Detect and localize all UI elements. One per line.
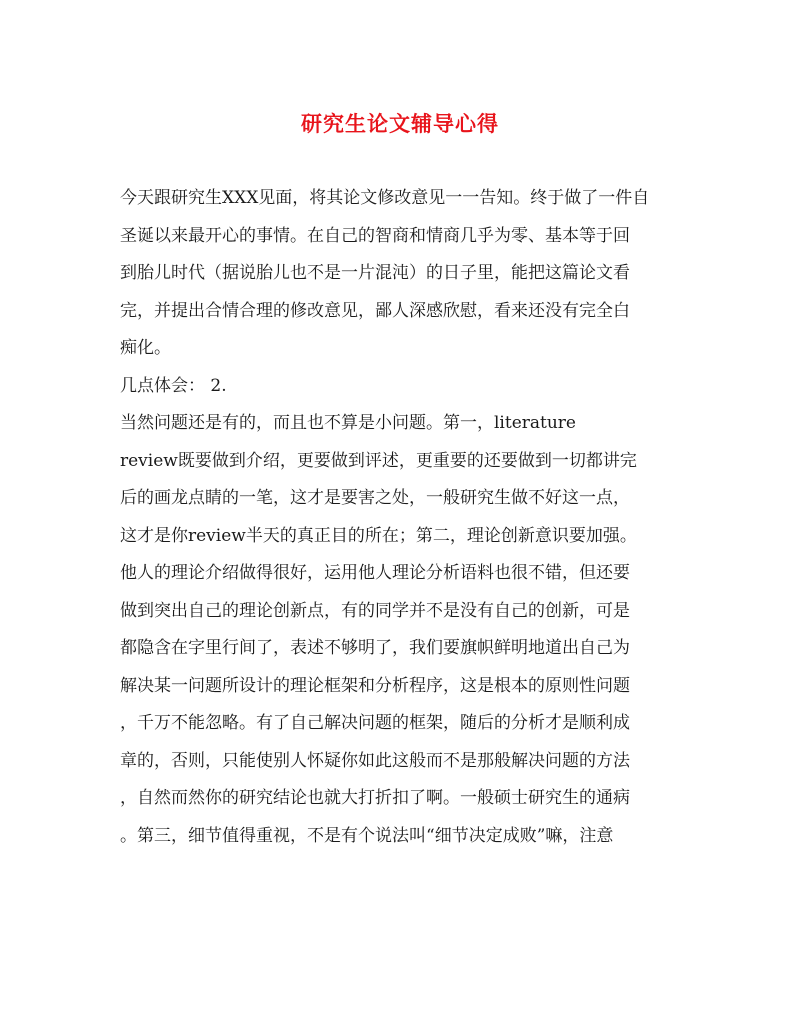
text-line: 痴化。 bbox=[120, 338, 171, 358]
text-line: 他人的理论介绍做得很好，运用他人理论分析语料也很不错，但还要 bbox=[120, 563, 630, 583]
text-line: 完，并提出合情合理的修改意见，鄙人深感欣慰，看来还没有完全白 bbox=[120, 300, 630, 321]
text-line: 章的，否则，只能使别人怀疑你如此这般而不是那般解决问题的方法 bbox=[120, 750, 630, 771]
text-line: ，自然而然你的研究结论也就大打折扣了啊。一般硕士研究生的通病 bbox=[120, 788, 630, 808]
text-line: 。第三，细节值得重视，不是有个说法叫“细节决定成败”嘛，注意 bbox=[120, 825, 614, 846]
document-title: 研究生论文辅导心得 bbox=[301, 111, 499, 136]
document-body bbox=[120, 180, 680, 855]
text-line: 都隐含在字里行间了，表述不够明了，我们要旗帜鲜明地道出自己为 bbox=[120, 638, 630, 658]
text-line: review既要做到介绍，更要做到评述，更重要的还要做到一切都讲完 bbox=[120, 450, 637, 471]
text-line: 到胎儿时代（据说胎儿也不是一片混沌）的日子里，能把这篇论文看 bbox=[120, 263, 630, 283]
text-line: 做到突出自己的理论创新点，有的同学并不是没有自己的创新，可是 bbox=[120, 600, 630, 621]
text-line: 当然问题还是有的，而且也不算是小问题。第一，literature bbox=[120, 413, 576, 433]
text-line: 这才是你review半天的真正目的所在；第二，理论创新意识要加强。 bbox=[120, 525, 637, 546]
text-line: ，千万不能忽略。有了自己解决问题的框架，随后的分析才是顺利成 bbox=[120, 713, 630, 733]
text-line: 圣诞以来最开心的事情。在自己的智商和情商几乎为零、基本等于回 bbox=[120, 225, 630, 246]
text-line: 几点体会： 2. bbox=[120, 375, 227, 396]
text-line: 后的画龙点睛的一笔，这才是要害之处，一般研究生做不好这一点， bbox=[120, 488, 630, 508]
text-line: 今天跟研究生XXX见面，将其论文修改意见一一告知。终于做了一件自 bbox=[120, 188, 650, 208]
text-line: 解决某一问题所设计的理论框架和分析程序，这是根本的原则性问题 bbox=[120, 675, 630, 696]
